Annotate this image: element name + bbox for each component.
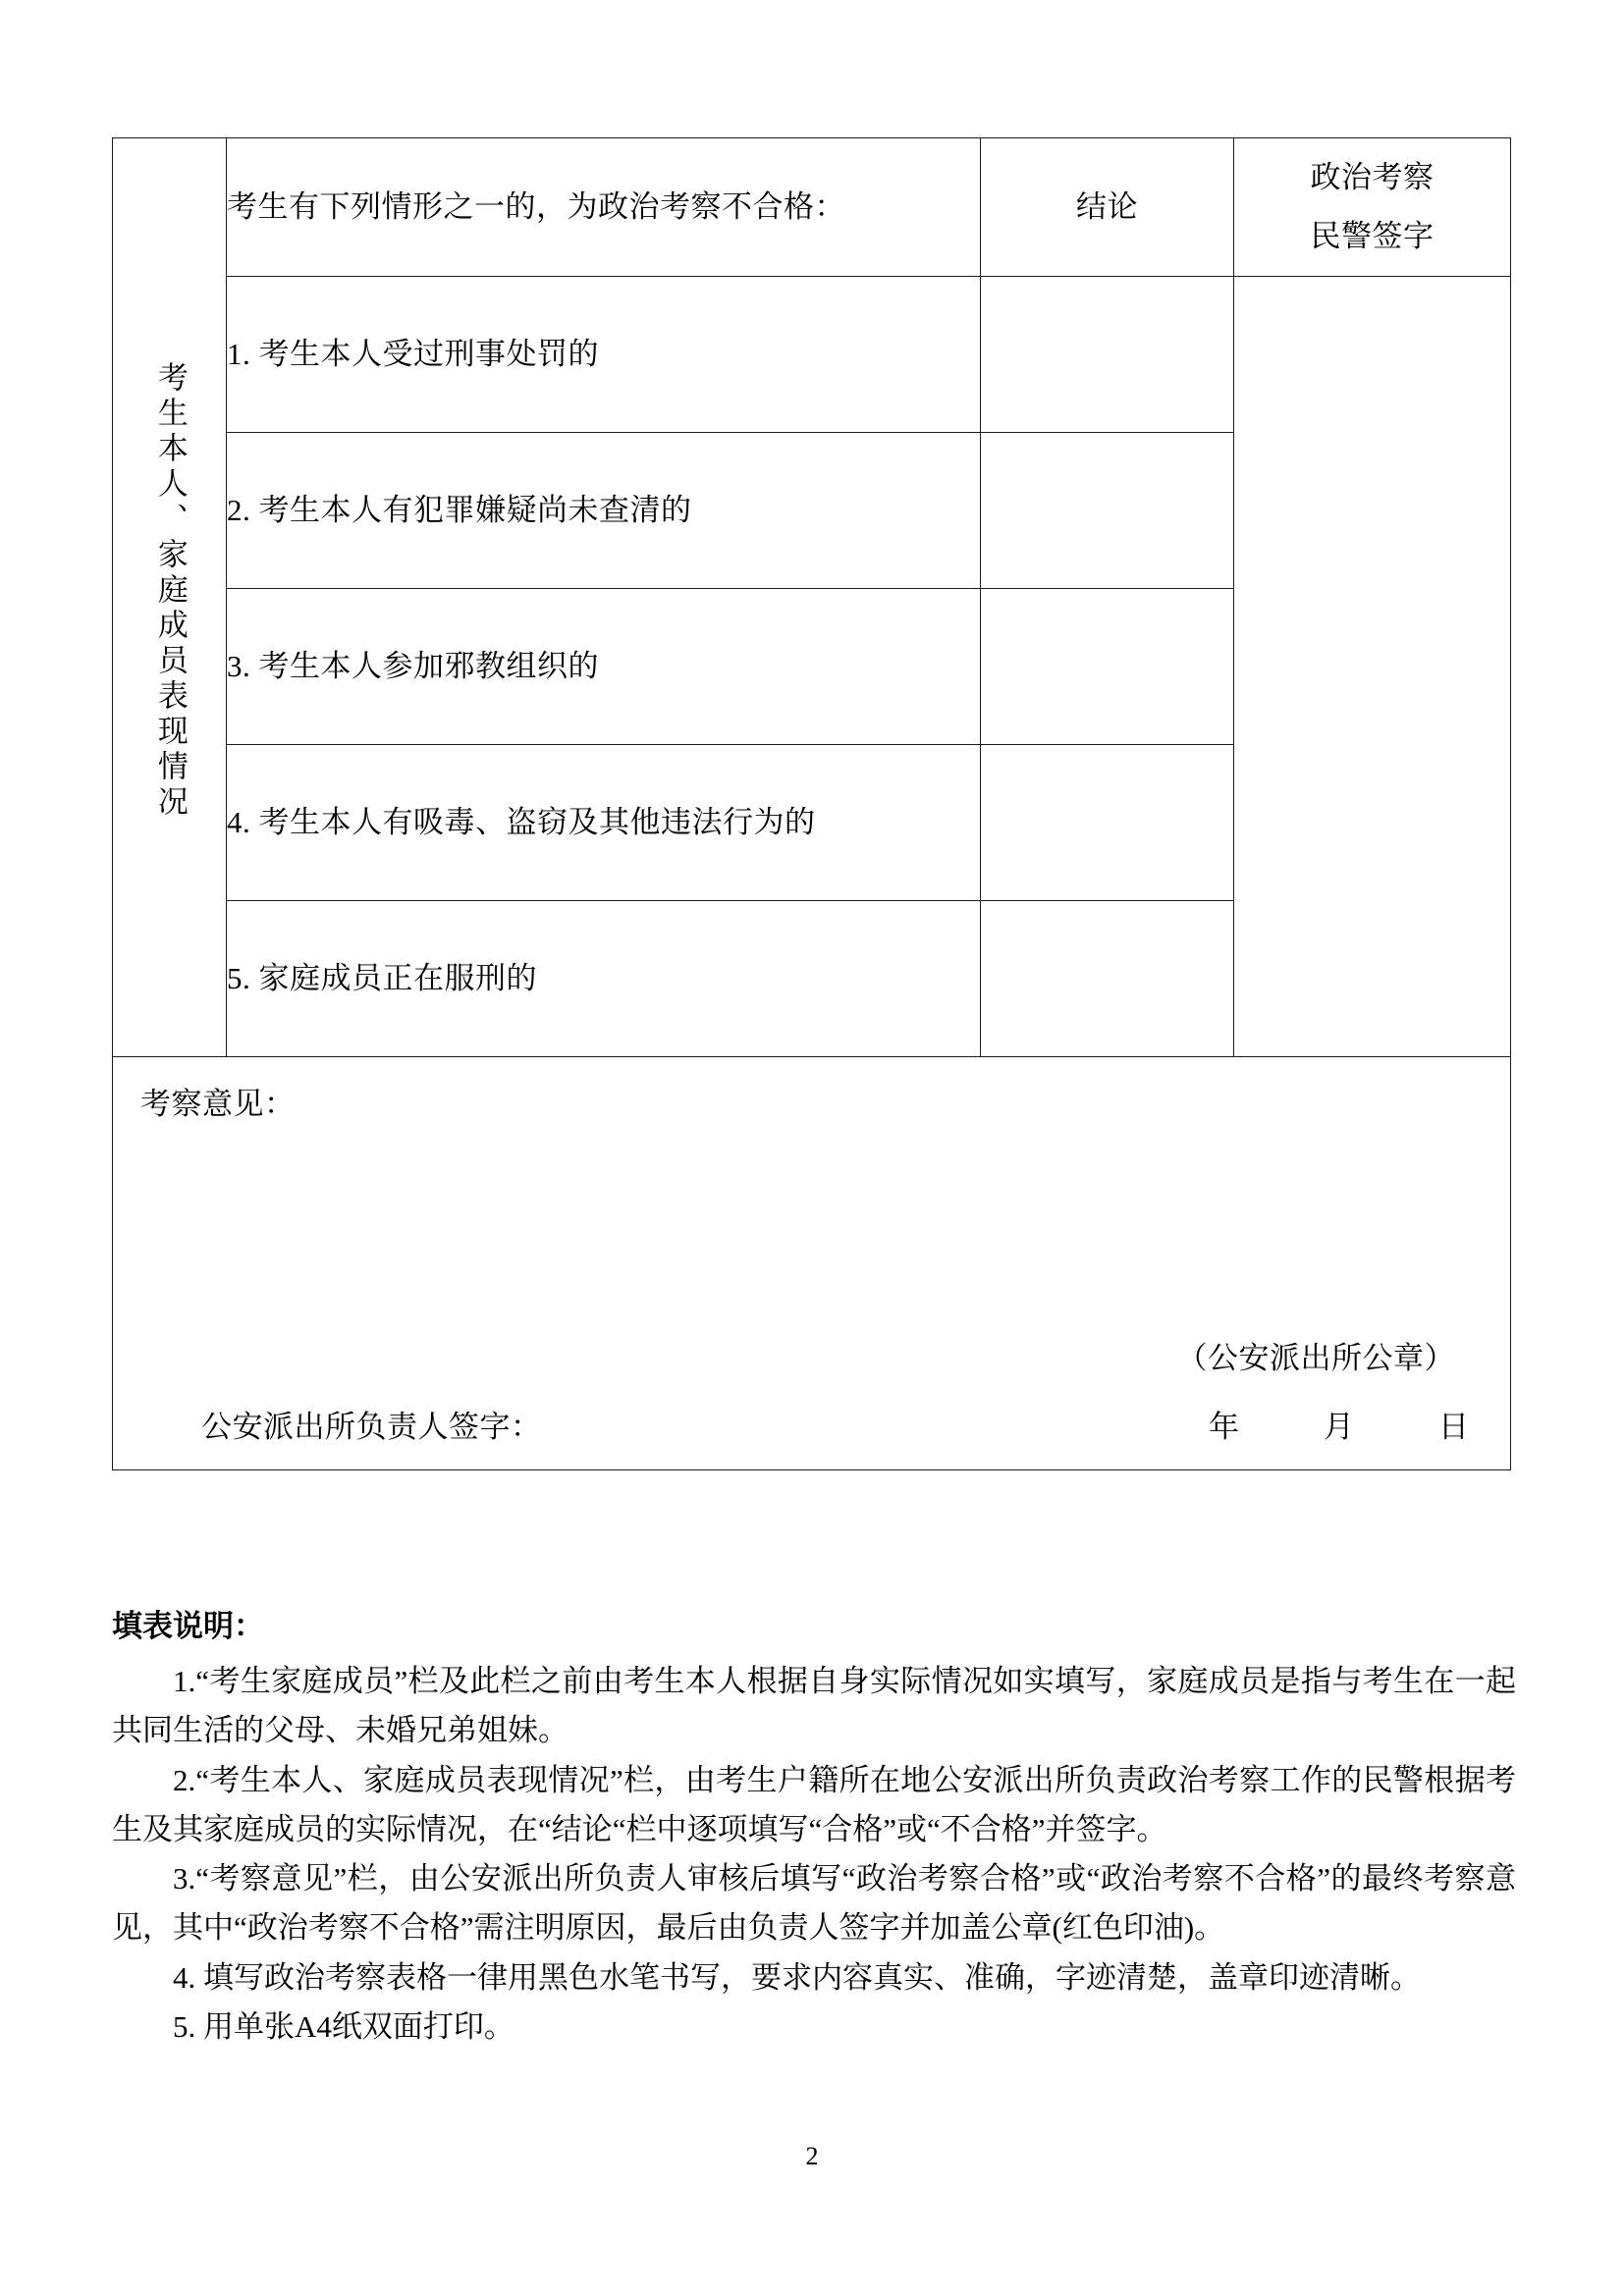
item-text-1: 1. 考生本人受过刑事处罚的 bbox=[227, 277, 981, 433]
header-conclusion: 结论 bbox=[981, 138, 1234, 277]
instructions-title: 填表说明： bbox=[112, 1609, 264, 1643]
vertical-section-label-cell bbox=[113, 138, 227, 1057]
conclusion-field-5[interactable] bbox=[981, 901, 1234, 1057]
form-instructions bbox=[112, 1602, 1516, 2052]
date-marks bbox=[1209, 1406, 1469, 1450]
conclusion-field-4[interactable] bbox=[981, 745, 1234, 901]
page-number: 2 bbox=[805, 2142, 819, 2170]
signature-row bbox=[113, 1406, 1510, 1451]
header-items-title: 考生有下列情形之一的，为政治考察不合格： bbox=[227, 138, 981, 277]
date-month-label: 月 bbox=[1324, 1410, 1354, 1444]
table-header-row bbox=[113, 138, 1511, 277]
item-text-4: 4. 考生本人有吸毒、盗窃及其他违法行为的 bbox=[227, 745, 981, 901]
item-text-3: 3. 考生本人参加邪教组织的 bbox=[227, 589, 981, 745]
officer-signature-field[interactable] bbox=[1234, 277, 1511, 1057]
conclusion-field-2[interactable] bbox=[981, 433, 1234, 589]
political-review-table bbox=[112, 137, 1511, 1470]
instruction-line-5: 5. 用单张A4纸双面打印。 bbox=[173, 2008, 514, 2044]
instruction-line-2: 2.“考生本人、家庭成员表现情况”栏，由考生户籍所在地公安派出所负责政治考察工作的民警根据考生及其家庭成员的实际情况，在“结论“栏中逐项填写“合格”或“不合格”并签字。 bbox=[112, 1762, 1516, 1846]
seal-note: （公安派出所公章） bbox=[1176, 1341, 1455, 1375]
opinion-cell[interactable] bbox=[113, 1057, 1511, 1470]
item-text-5: 5. 家庭成员正在服刑的 bbox=[227, 901, 981, 1057]
header-officer-signature-line1: 政治考察 bbox=[1310, 159, 1435, 194]
instruction-line-4: 4. 填写政治考察表格一律用黑色水笔书写，要求内容真实、准确，字迹清楚，盖章印迹清晰。 bbox=[173, 1959, 1421, 1995]
date-day-label: 日 bbox=[1438, 1410, 1469, 1444]
vertical-section-label: 考生本人、家庭成员表现情况 bbox=[152, 361, 188, 822]
conclusion-field-1[interactable] bbox=[981, 277, 1234, 433]
opinion-title: 考察意见： bbox=[140, 1087, 296, 1121]
header-officer-signature bbox=[1234, 138, 1511, 277]
header-officer-signature-line2: 民警签字 bbox=[1310, 219, 1435, 253]
responsible-person-signature-label: 公安派出所负责人签字： bbox=[201, 1410, 542, 1444]
instruction-line-3: 3.“考察意见”栏，由公安派出所负责人审核后填写“政治考察合格”或“政治考察不合格”的最终考察意见，其中“政治考察不合格”需注明原因，最后由负责人签字并加盖公章(红色印油)。 bbox=[112, 1861, 1516, 1946]
table-row bbox=[113, 277, 1511, 433]
date-year-label: 年 bbox=[1209, 1410, 1239, 1444]
item-text-2: 2. 考生本人有犯罪嫌疑尚未查清的 bbox=[227, 433, 981, 589]
opinion-row bbox=[113, 1057, 1511, 1470]
conclusion-field-3[interactable] bbox=[981, 589, 1234, 745]
instruction-line-1: 1.“考生家庭成员”栏及此栏之前由考生本人根据自身实际情况如实填写，家庭成员是指与考生在一起共同生活的父母、未婚兄弟姐妹。 bbox=[112, 1664, 1516, 1748]
